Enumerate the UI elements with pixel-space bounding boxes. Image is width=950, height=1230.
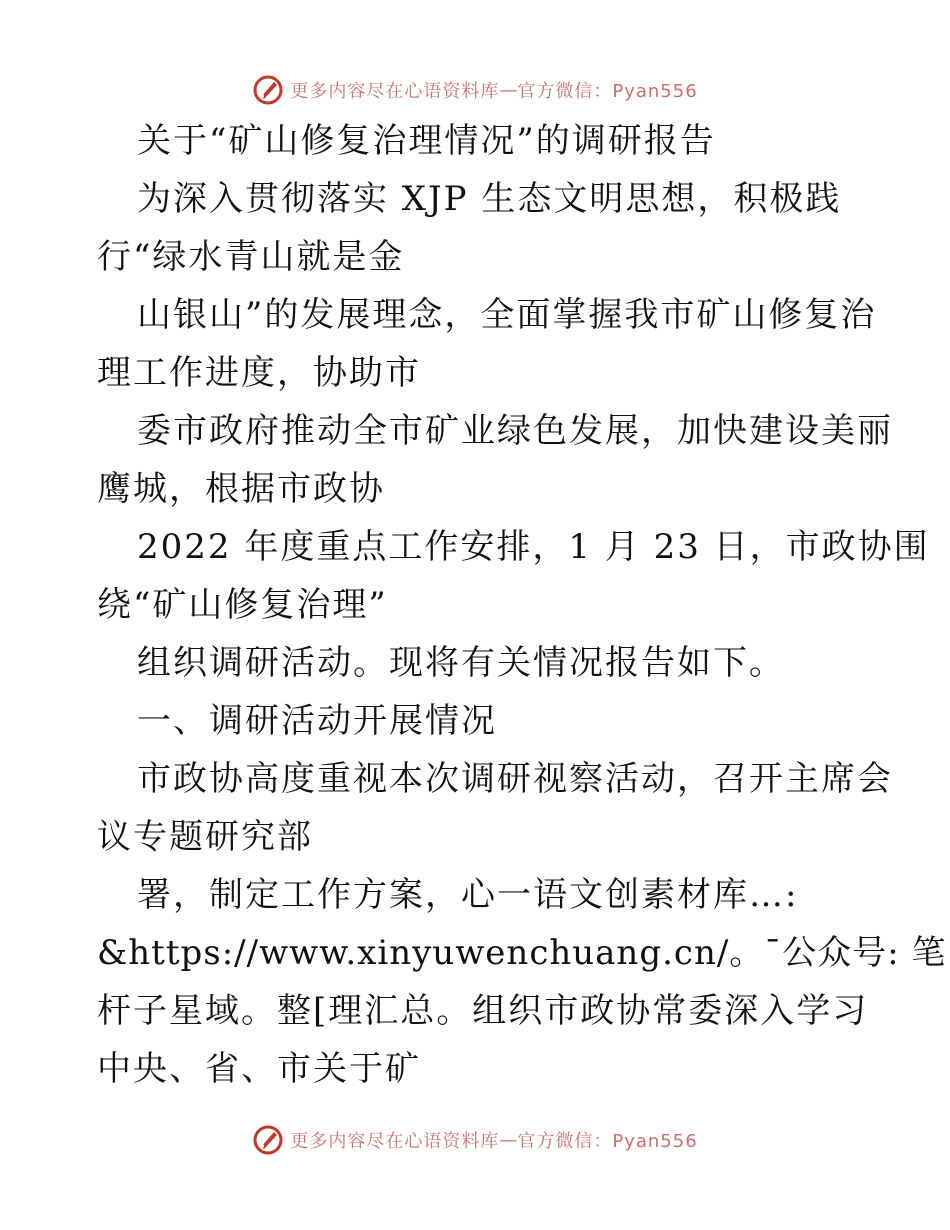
paragraph-line: 山银山”的发展理念，全面掌握我市矿山修复治 (137, 295, 877, 335)
quill-seal-icon (252, 74, 284, 106)
banner-brand-text: 更多内容尽在心语资料库 (290, 1131, 500, 1152)
banner-contact-text: 官方微信：Pyan556 (517, 1131, 698, 1152)
paragraph-line: 中央、省、市关于矿 (97, 1049, 421, 1089)
section-heading: 一、调研活动开展情况 (137, 701, 497, 741)
banner-separator: — (499, 1129, 518, 1151)
paragraph-line: 鹰城，根据市政协 (97, 469, 385, 509)
banner-brand-text: 更多内容尽在心语资料库 (290, 81, 500, 102)
paragraph-line: 行“绿水青山就是金 (97, 237, 405, 277)
quill-seal-icon (252, 1124, 284, 1156)
paragraph-line: 署，制定工作方案，心一语文创素材库…: (137, 875, 799, 915)
paragraph-line: 市政协高度重视本次调研视察活动，召开主席会 (137, 759, 893, 799)
paragraph-line: 委市政府推动全市矿业绿色发展，加快建设美丽 (137, 411, 893, 451)
header-watermark-banner (0, 70, 950, 110)
paragraph-line: 绕“矿山修复治理” (97, 585, 388, 625)
paragraph-line: 议专题研究部 (97, 817, 313, 857)
paragraph-line: 理工作进度，协助市 (97, 353, 421, 393)
paragraph-line: 组织调研活动。现将有关情况报告如下。 (137, 643, 785, 683)
paragraph-line: 杆子星域。整[理汇总。组织市政协常委深入学习 (97, 991, 869, 1031)
banner-separator: — (499, 79, 518, 101)
report-title: 关于“矿山修复治理情况”的调研报告 (137, 121, 716, 161)
banner-contact-text: 官方微信：Pyan556 (517, 81, 698, 102)
footer-watermark-banner (0, 1120, 950, 1160)
paragraph-line: &https://www.xinyuwenchuang.cn/。¯公众号: 笔 (97, 933, 947, 973)
paragraph-line: 为深入贯彻落实 XJP 生态文明思想，积极践 (137, 179, 842, 219)
paragraph-line: 2022 年度重点工作安排，1 月 23 日，市政协围 (137, 527, 930, 567)
